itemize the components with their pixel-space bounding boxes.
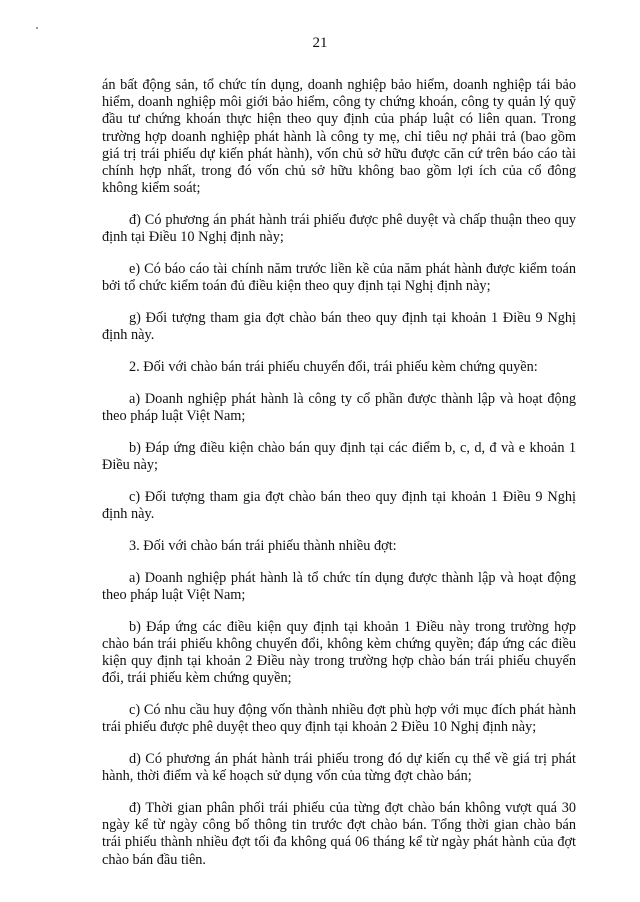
scan-speck (36, 27, 38, 29)
paragraph-clause-2-c: c) Đối tượng tham gia đợt chào bán theo quy định tại khoản 1 Điều 9 Nghị định này. (102, 488, 576, 523)
paragraph-clause-3-d: d) Có phương án phát hành trái phiếu trong đó dự kiến cụ thể về giá trị phát hành, thời điểm và kế hoạch sử dụng vốn của từng đợt chào bán; (102, 751, 576, 785)
body-text (102, 77, 576, 883)
paragraph-clause-3-a: a) Doanh nghiệp phát hành là tổ chức tín dụng được thành lập và hoạt động theo pháp luật Việt Nam; (102, 569, 576, 603)
paragraph-clause-3: 3. Đối với chào bán trái phiếu thành nhiều đợt: (129, 537, 397, 554)
paragraph-point-dd: đ) Có phương án phát hành trái phiếu được phê duyệt và chấp thuận theo quy định tại Điều 10 Nghị định này; (102, 212, 576, 246)
paragraph-clause-2-b: b) Đáp ứng điều kiện chào bán quy định tại các điểm b, c, d, đ và e khoản 1 Điều này; (102, 439, 576, 474)
page-number: 21 (312, 35, 328, 51)
paragraph-point-e: e) Có báo cáo tài chính năm trước liền kề của năm phát hành được kiểm toán bởi tổ chức kiểm toán đủ điều kiện theo quy định tại Nghị định này; (102, 261, 576, 295)
paragraph-clause-2: 2. Đối với chào bán trái phiếu chuyển đổi, trái phiếu kèm chứng quyền: (129, 359, 538, 376)
paragraph-clause-3-c: c) Có nhu cầu huy động vốn thành nhiều đợt phù hợp với mục đích phát hành trái phiếu được phê duyệt theo quy định tại khoản 2 Điều 10 Nghị định này; (102, 702, 576, 736)
paragraph-point-g: g) Đối tượng tham gia đợt chào bán theo quy định tại khoản 1 Điều 9 Nghị định này. (102, 310, 576, 344)
paragraph-clause-3-dd: đ) Thời gian phân phối trái phiếu của từng đợt chào bán không vượt quá 30 ngày kể từ ngày công bố thông tin trước đợt chào bán. Tổng thời gian chào bán trái phiếu thành nhiều đợt tối đa không quá 06 tháng kể từ ngày phát hành của đợt chào bán đầu tiên. (102, 800, 576, 868)
paragraph-clause-2-a: a) Doanh nghiệp phát hành là công ty cổ phần được thành lập và hoạt động theo pháp luật Việt Nam; (102, 390, 576, 425)
paragraph-continuation: án bất động sản, tổ chức tín dụng, doanh nghiệp bảo hiểm, doanh nghiệp tái bảo hiểm, doanh nghiệp môi giới bảo hiểm, công ty chứng khoán, công ty quản lý quỹ đầu tư chứng khoán thực hiện theo quy định của pháp luật có liên quan. Trong trường hợp doanh nghiệp phát hành là công ty mẹ, chỉ tiêu nợ phải trả (bao gồm giá trị trái phiếu dự kiến phát hành), vốn chủ sở hữu được căn cứ trên báo cáo tài chính hợp nhất, trong đó vốn chủ sở hữu không bao gồm lợi ích của cổ đông không kiểm soát; (102, 77, 576, 197)
paragraph-clause-3-b: b) Đáp ứng các điều kiện quy định tại khoản 1 Điều này trong trường hợp chào bán trái phiếu không chuyển đổi, không kèm chứng quyền; đáp ứng các điều kiện quy định tại khoản 2 Điều này trong trường hợp chào bán trái phiếu chuyển đổi, trái phiếu kèm chứng quyền; (102, 618, 576, 687)
